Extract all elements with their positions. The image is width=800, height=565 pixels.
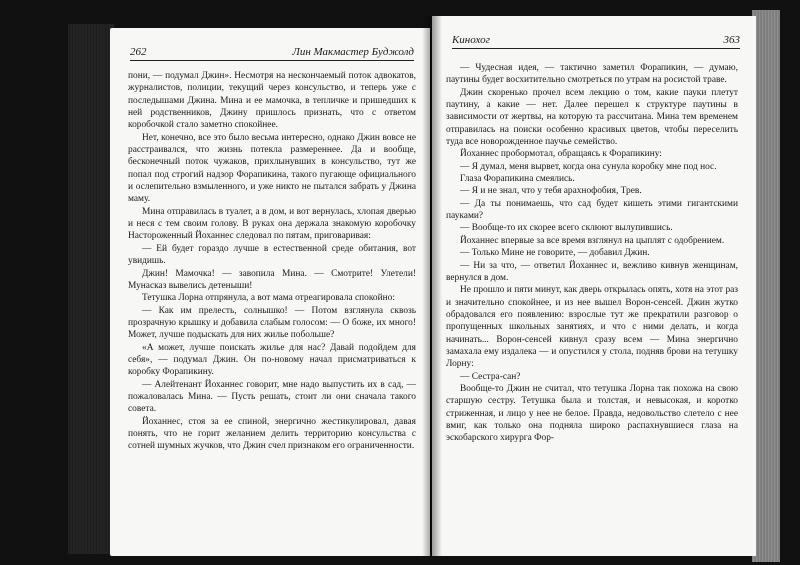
- left-page: [110, 28, 430, 556]
- paragraph: Глаза Форапикина смеялись.: [460, 174, 575, 185]
- paragraph: — Только Мине не говорите, — добавил Джин.: [460, 248, 650, 259]
- left-page-number: 262: [130, 46, 147, 58]
- paragraph: Йоханнес впервые за все время взглянул на цыплят с одобрением.: [460, 235, 725, 246]
- paragraph: — Алейтенант Йоханнес говорит, мне надо выпустить их в сад, — пожаловалась Мина. — Пусть решать, стоит ли они сначала такого совета.: [128, 379, 416, 415]
- paragraph: Джин скоренько прочел всем лекцию о том, какие пауки плетут паутину, а какие — нет. Далее перешел к структуре паутины в зависимости от жертвы, на которую та рассчитана. Мина тем временем отправилась на поиски особенно красивых цветов, чтобы переселить туда все новорожденное паучье семейство.: [446, 87, 738, 148]
- paragraph: Мина отправилась в туалет, а в дом, и вот вернулась, хлопая дверью и неся с тем своим голову. В руках она держала знакомую коробочку Настороженный Йоханнес следовал по пятам, приговаривая:: [128, 206, 416, 242]
- paragraph: пони, — подумал Джин». Несмотря на нескончаемый поток адвокатов, журналистов, полиции, текущий через консульство, и теперь уже с последышами Джина. Мина и ее мамочка, в тепличке и пришедших к ней родственников, Джину пришлось признать, что с ответом коробочкой стало заметно спокойнее.: [128, 71, 416, 131]
- right-page-header: [452, 34, 740, 49]
- paragraph: — Да ты понимаешь, что сад будет кишеть этими гигантскими пауками?: [446, 198, 738, 222]
- paragraph: Джин! Мамочка! — завопила Мина. — Смотрите! Улетели! Мунасказ вывелись детеныши!: [128, 268, 416, 291]
- paragraph: Вообще-то Джин не считал, что тетушка Лорна так похожа на свою старшую сестру. Тетушка была и толстая, и невысокая, и коротко стриженная, и лицо у нее не белое. Правда, недовольство слетело с нее вмиг, как только она подняла широко распахнувшиеся глаза на эскобарского хирурга Фор-: [446, 383, 738, 444]
- right-running-title: Кинохог: [452, 34, 490, 46]
- paragraph: «А может, лучше поискать жилье для нас? Давай подойдем для себя», — подумал Джин. Он по-новому начал присматриваться к коробку Форапикину.: [128, 342, 416, 378]
- book-gutter-shadow: [422, 16, 442, 556]
- left-page-header: [130, 46, 414, 61]
- paragraph: — Я и не знал, что у тебя арахнофобия, Трев.: [460, 186, 642, 197]
- paragraph: — Я думал, меня вырвет, когда она сунула коробку мне под нос.: [460, 161, 717, 172]
- paragraph: — Чудесная идея, — тактично заметил Форапикин, — думаю, паутины будет восхитительно смотреться по утрам на росистой траве.: [446, 63, 738, 86]
- paragraph: Йоханнес пробормотал, обращаясь к Форапикину:: [460, 149, 662, 160]
- right-page: [432, 16, 756, 556]
- paragraph: — Сестра-сан?: [460, 371, 521, 382]
- right-page-number: 363: [723, 34, 740, 46]
- paragraph: — Вообще-то их скорее всего склюют вылупившись.: [460, 223, 673, 234]
- right-page-text: [446, 62, 738, 445]
- paragraph: — Ни за что, — ответил Йоханнес и, вежливо кивнув женщинам, вернулся в дом.: [446, 260, 738, 283]
- page-edges-right: [752, 10, 780, 562]
- left-page-text: [128, 70, 416, 453]
- paragraph: Йоханнес, стоя за ее спиной, энергично жестикулировал, давая понять, что не горит желанием делить территорию консульства с сотней шумных жучков, что Джин счел признаком его ограниченности.: [128, 416, 416, 452]
- paragraph: Тетушка Лорна отпрянула, а вот мама отреагировала спокойно:: [142, 293, 395, 304]
- paragraph: — Ей будет гораздо лучше в естественной среде обитания, вот увидишь.: [128, 243, 416, 267]
- page-edges-left: [68, 24, 114, 554]
- paragraph: — Как им прелесть, солнышко! — Потом взглянула сквозь прозрачную крышку и добавила слабым голосом: — О боже, их много! Может, лучше подыскать для них жилье побольше?: [128, 305, 416, 341]
- paragraph: Не прошло и пяти минут, как дверь открылась опять, хотя на этот раз и значительно спокойнее, и из нее вышел Ворон-сенсей. Джин жутко обрадовался его появлению: взрослые тут же прекратили разговор о пропущенных школьных занятиях, и что с ними делать, и когда начинать... Ворон-сенсей кивнул сразу всем — Мина энергично замахала ему издалека — и опустился у стола, подняв брови на тетушку Лорну:: [446, 285, 738, 370]
- left-running-title: Лин Макмастер Буджолд: [292, 46, 414, 58]
- paragraph: Нет, конечно, все это было весьма интересно, однако Джин вовсе не расстраивался, что жизнь потекла размереннее. Да и вообще, бесконечный поток чужаков, прихлынувших в консульство, тут же попал под строгий надзор Форапикина, такого пугающе официального и ослепительно взмыленного, и уже никто не пытался забрать у Джина маму.: [128, 132, 416, 205]
